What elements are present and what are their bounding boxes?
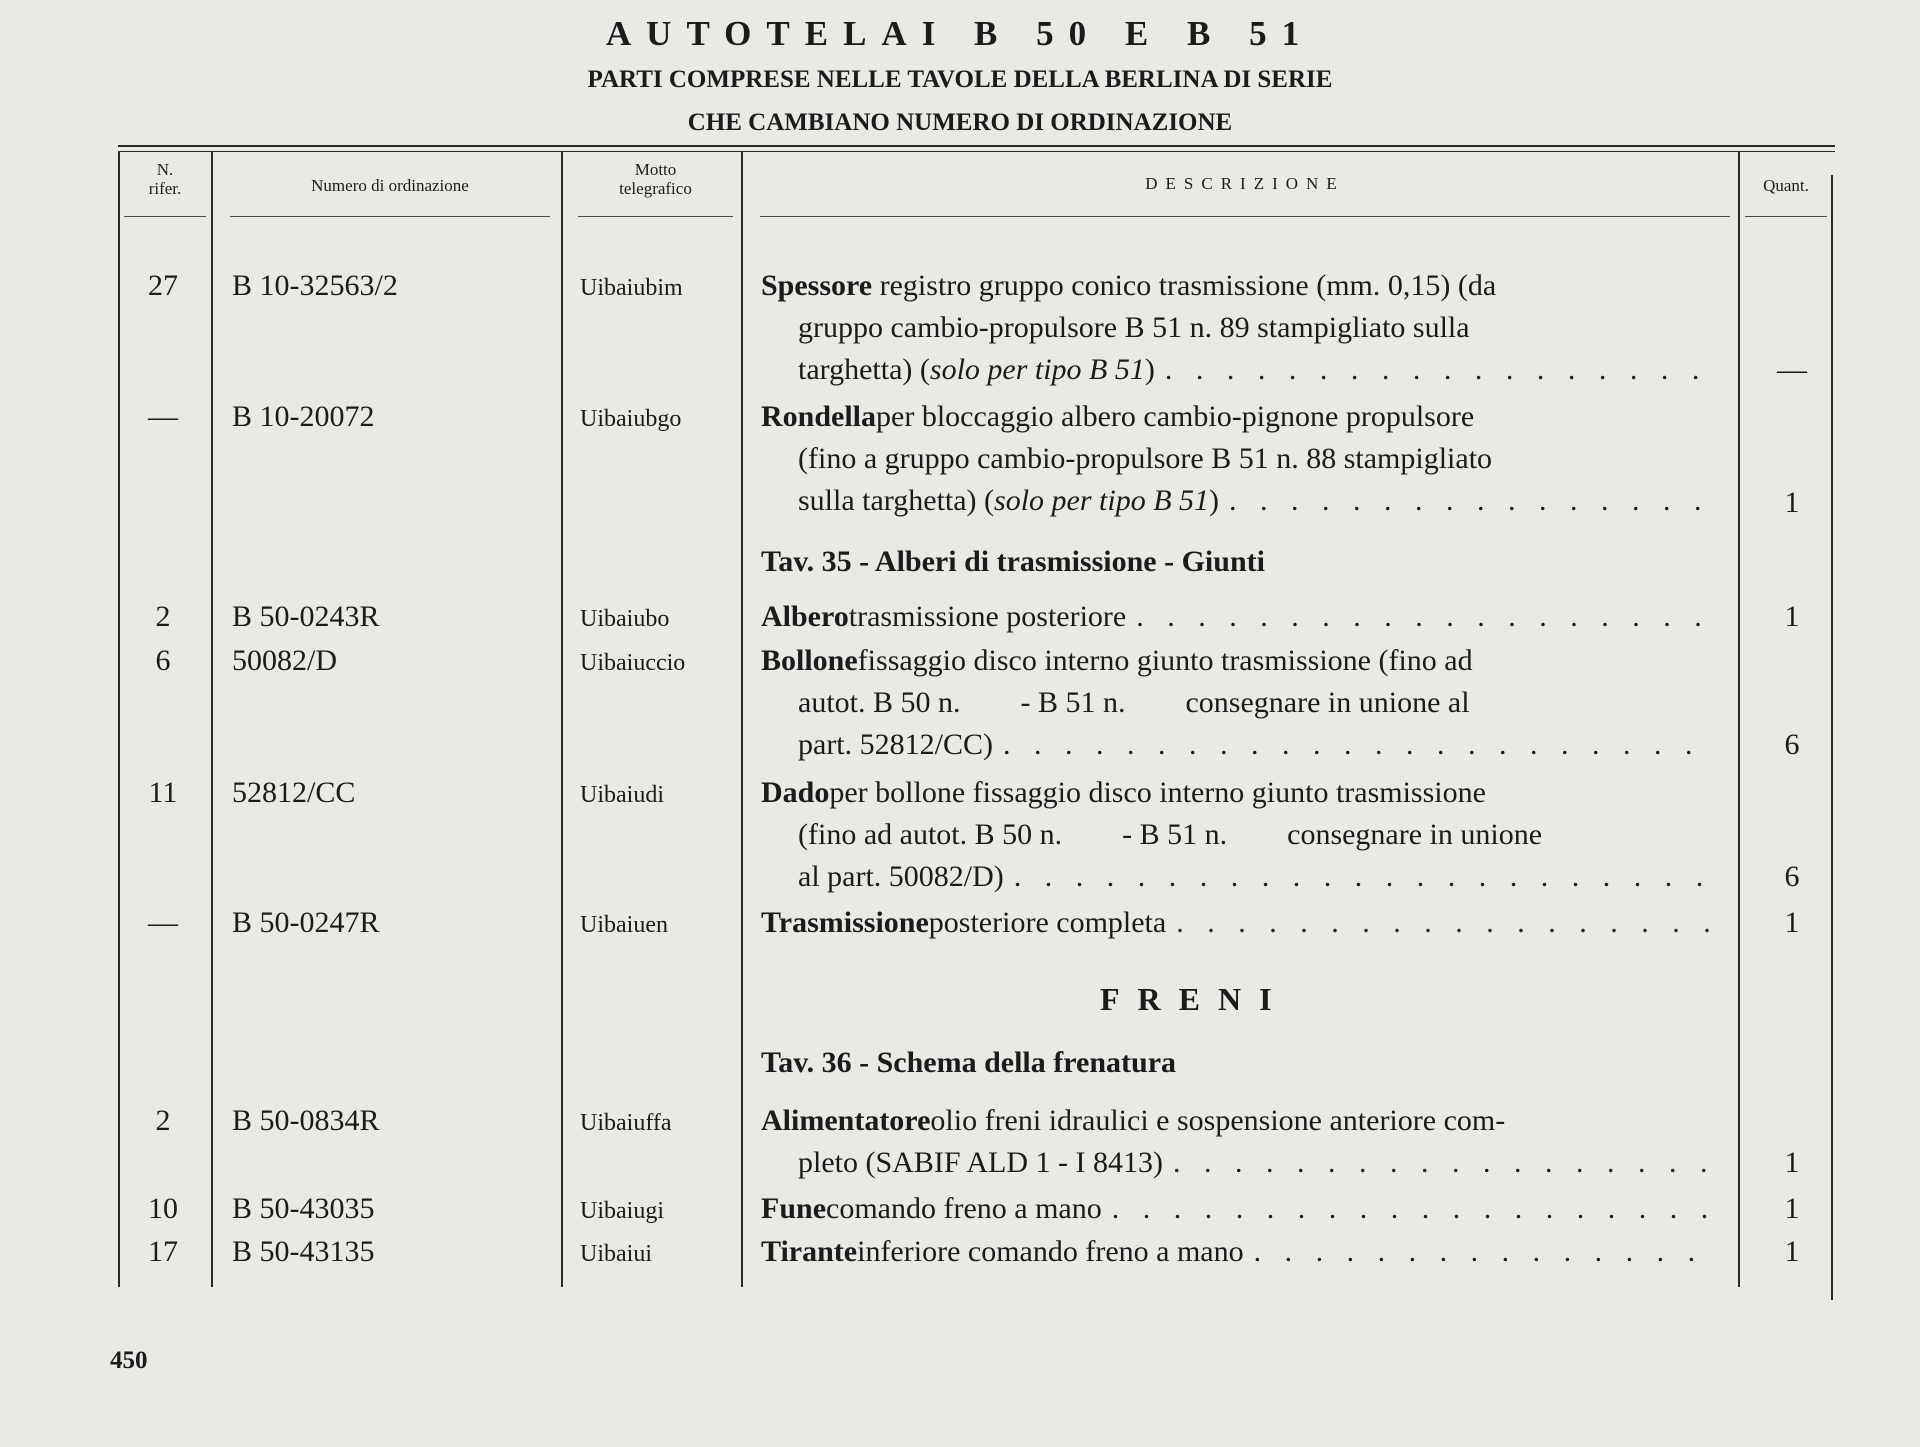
col-divider-desc: [1738, 152, 1740, 1287]
ref-number: 2: [155, 600, 171, 633]
telegraphic-code: Uibaiui: [580, 1241, 652, 1267]
description: Fune comando freno a mano . . .: [761, 1188, 1714, 1230]
dot-leader: [1163, 1142, 1714, 1184]
order-number: 50082/D: [232, 644, 337, 677]
quantity: 1: [1784, 1146, 1800, 1179]
telegraphic-code: Uibaiuen: [580, 912, 668, 938]
page-number: 450: [110, 1347, 148, 1374]
telegraphic-code: Uibaiubgo: [580, 406, 682, 432]
ref-number: —: [148, 906, 178, 939]
quantity: 6: [1784, 860, 1800, 893]
quantity: 1: [1784, 906, 1800, 939]
header-underline-ref: [124, 216, 206, 217]
description: Bollone fissaggio disco interno giunto trasmissione (fino ad autot. B 50 n. - B 51 n. consegnare in unione al part. 52812/CC) . . .: [761, 640, 1714, 766]
telegraphic-code: Uibaiugi: [580, 1198, 664, 1224]
page-title: AUTOTELAI B 50 E B 51: [605, 14, 1315, 53]
header-underline-desc: [760, 216, 1730, 217]
header-motto-line1: Motto: [634, 160, 677, 179]
order-number: B 50-0834R: [232, 1104, 380, 1137]
telegraphic-code: Uibaiubim: [580, 275, 683, 301]
description: Alimentatore olio freni idraulici e sospensione anteriore com- pleto (SABIF ALD 1 - I 8413) . . .: [761, 1100, 1714, 1184]
ref-number: 11: [148, 776, 178, 809]
telegraphic-code: Uibaiuffa: [580, 1110, 672, 1136]
order-number: B 10-20072: [232, 400, 375, 433]
section-heading-tav36: Tav. 36 - Schema della frenatura: [761, 1046, 1177, 1079]
section-heading-freni: FRENI: [1100, 981, 1290, 1017]
header-ref-line2: rifer.: [148, 179, 182, 198]
table-top-rule: [118, 145, 1835, 147]
dot-leader: [1166, 902, 1714, 944]
page-subtitle-2: CHE CAMBIANO NUMERO DI ORDINAZIONE: [687, 109, 1233, 136]
order-number: B 50-0243R: [232, 600, 380, 633]
quantity: 6: [1784, 728, 1800, 761]
header-motto-line2: telegrafico: [619, 179, 692, 198]
header-underline-motto: [578, 216, 733, 217]
ref-number: 27: [148, 269, 178, 302]
telegraphic-code: Uibaiudi: [580, 782, 664, 808]
header-description: DESCRIZIONE: [1145, 174, 1345, 193]
col-divider-ref: [211, 152, 213, 1287]
telegraphic-code: Uibaiuccio: [580, 650, 686, 676]
dot-leader: [993, 724, 1714, 766]
ref-number: 2: [155, 1104, 171, 1137]
description: Tirante inferiore comando freno a mano . . .: [761, 1231, 1714, 1273]
header-underline-qty: [1745, 216, 1827, 217]
table-top-rule-2: [118, 151, 1835, 152]
ref-number: 10: [148, 1192, 178, 1225]
header-motto: [578, 160, 733, 198]
quantity: —: [1777, 353, 1807, 386]
telegraphic-code: Uibaiubo: [580, 606, 670, 632]
dot-leader: [1102, 1188, 1714, 1230]
quantity: 1: [1784, 1192, 1800, 1225]
page-subtitle-1: PARTI COMPRESE NELLE TAVOLE DELLA BERLINA DI SERIE: [587, 66, 1333, 93]
col-divider-code: [561, 152, 563, 1287]
quantity: 1: [1784, 600, 1800, 633]
description: Rondella per bloccaggio albero cambio-pignone propulsore (fino a gruppo cambio-propulsore B 51 n. 88 stampigliato sulla targhetta) ( solo per tipo B 51 ) . . .: [761, 396, 1714, 522]
quantity: 1: [1784, 486, 1800, 519]
order-number: 52812/CC: [232, 776, 356, 809]
description: Trasmissione posteriore completa . . .: [761, 902, 1714, 944]
quantity: 1: [1784, 1235, 1800, 1268]
order-number: B 50-0247R: [232, 906, 380, 939]
order-number: B 50-43035: [232, 1192, 375, 1225]
ref-number: 17: [148, 1235, 178, 1268]
dot-leader: [1155, 349, 1714, 391]
header-underline-code: [230, 216, 550, 217]
header-code: Numero di ordinazione: [311, 176, 469, 195]
dot-leader: [1004, 856, 1714, 898]
ref-number: 6: [155, 644, 171, 677]
description: Spessore registro gruppo conico trasmissione (mm. 0,15) (da gruppo cambio-propulsore B 51 n. 89 stampigliato sulla targhetta) ( solo per tipo B 51 ) . . .: [761, 265, 1714, 391]
description: Dado per bollone fissaggio disco interno giunto trasmissione (fino ad autot. B 50 n. - B 51 n. consegnare in unione al part. 50082/D) . . .: [761, 772, 1714, 898]
description: Albero trasmissione posteriore . . .: [761, 596, 1714, 638]
section-heading-tav35: Tav. 35 - Alberi di trasmissione - Giunti: [761, 545, 1265, 578]
ref-number: —: [148, 400, 178, 433]
order-number: B 10-32563/2: [232, 269, 398, 302]
header-quantity: Quant.: [1763, 176, 1809, 195]
dot-leader: [1219, 480, 1714, 522]
dot-leader: [1244, 1231, 1714, 1273]
col-divider-motto: [741, 152, 743, 1287]
order-number: B 50-43135: [232, 1235, 375, 1268]
header-ref-line1: N.: [156, 160, 174, 179]
header-ref: [124, 160, 206, 198]
dot-leader: [1126, 596, 1714, 638]
